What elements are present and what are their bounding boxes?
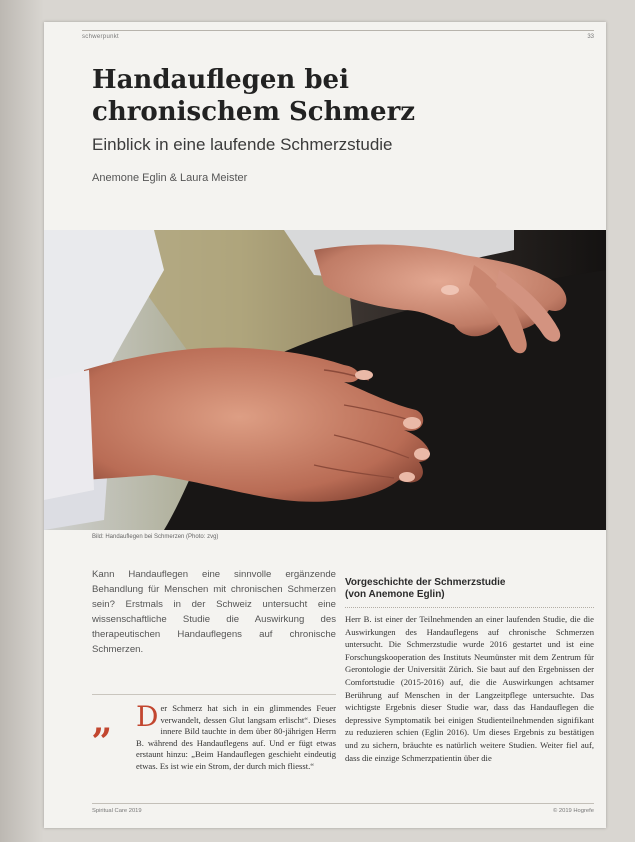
footer-journal: Spiritual Care 2019 xyxy=(92,808,142,814)
title-line-2: chronischem Schmerz xyxy=(92,97,416,127)
sidebar-heading-line-2: (von Anemone Eglin) xyxy=(345,589,445,600)
sidebar-divider xyxy=(345,607,594,608)
article-subtitle: Einblick in eine laufende Schmerzstudie xyxy=(92,135,393,154)
drop-cap: D xyxy=(136,700,159,733)
photo-caption: Bild: Handauflegen bei Schmerzen (Photo: zvg) xyxy=(92,534,219,540)
quote-text: er Schmerz hat sich in ein glimmendes Feuer verwandelt, dessen Glut langsam erlischt“. Dieses innere Bild tauchte in dem über 80-jährigen Herrn B. während des Handauflegens auf. Und er fügt etwas erstaunt hinzu: „Beim Handauflegen geschieht eindeutig etwas. Es ist wie ein Strom, der durch mich fliesst.“ xyxy=(136,703,336,771)
pull-quote xyxy=(92,694,336,773)
binding-shadow xyxy=(0,0,44,842)
sidebar-heading-line-1: Vorgeschichte der Schmerzstudie xyxy=(345,577,506,588)
hands-photo-illustration xyxy=(44,230,606,530)
footer-copyright: © 2019 Hogrefe xyxy=(552,808,594,814)
sidebar-body: Herr B. ist einer der Teilnehmenden an einer laufenden Studie, die die Auswirkungen des Handauflegens auf chronische Schmerzen untersucht. Die Schmerzstudie wurde 2016 gestartet und ist eine Forschungskooperation des Instituts Neumünster mit dem Zentrum für Gerontologie der Universität Zürich. Sie baut auf den Ergebnissen der Comfortstudie (2015-2016) auf, die die Auswirkungen achtsamer Berührung auf Menschen in der Langzeitpflege untersuchte. Das wichtigste Ergebnis dieser Studie war, dass das Handauflegen die depressive Symptomatik bei einigen Studienteilnehmenden signifikant zu reduzieren schien (Eglin 2016). Um dieses Ergebnis zu bestätigen und zu sichern, bräuchte es natürlich weitere Studien. Weiter fiel auf, dass die einzige Schmerzpatientin über die xyxy=(345,614,594,763)
quote-mark-icon: „ xyxy=(92,700,113,742)
article-lead: Kann Handauflegen eine sinnvolle ergänzende Behandlung für Menschen mit chronischen Schmerzen sein? Erstmals in der Schweiz untersucht eine wissenschaftliche Studie die Auswirkung des therapeutischen Handauflegens auf chronische Schmerzen. xyxy=(92,569,336,655)
article-title xyxy=(92,64,572,128)
section-label: schwerpunkt xyxy=(82,34,119,40)
quote-paragraph xyxy=(136,700,336,773)
sidebar-heading xyxy=(345,577,594,601)
sidebar-box xyxy=(345,577,594,764)
article-authors: Anemone Eglin & Laura Meister xyxy=(92,172,248,184)
hands-photo xyxy=(44,230,606,530)
magazine-page xyxy=(44,22,606,828)
page-number: 33 xyxy=(587,34,594,40)
running-header xyxy=(82,30,594,43)
page-footer xyxy=(92,803,594,816)
title-line-1: Handauflegen bei xyxy=(92,65,349,95)
